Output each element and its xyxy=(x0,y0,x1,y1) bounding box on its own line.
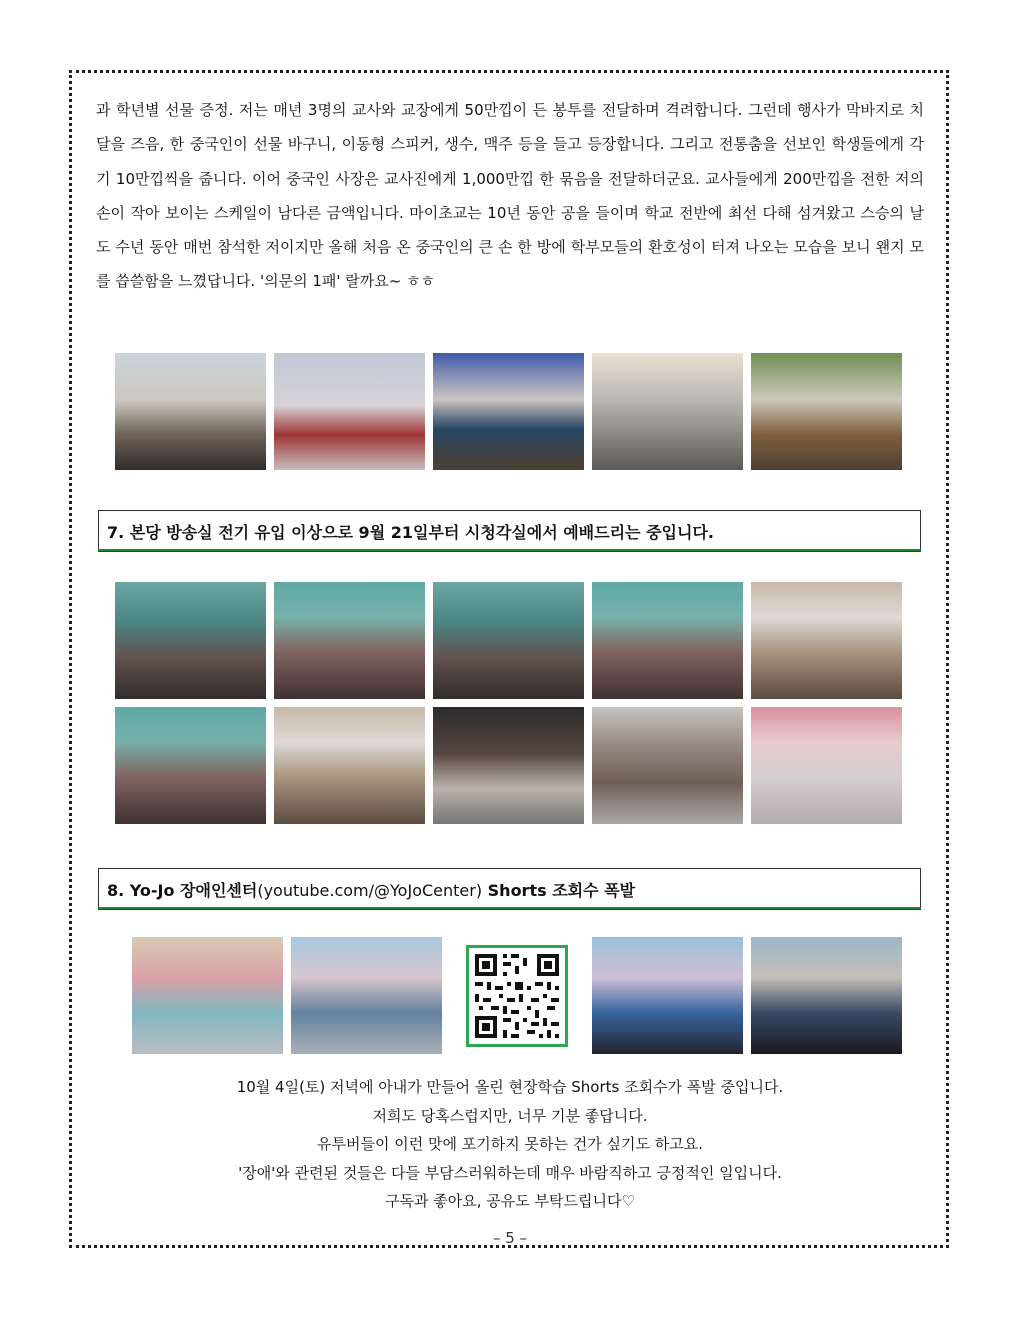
photo-congregation xyxy=(274,582,425,699)
section-8-header xyxy=(98,868,921,907)
section-8-title: 8. Yo-Jo 장애인센터 xyxy=(107,881,258,900)
photo-traditional-dance xyxy=(592,353,743,470)
closing-line: 저희도 당혹스럽지만, 너무 기분 좋답니다. xyxy=(372,1106,648,1125)
photo-congregation xyxy=(433,582,584,699)
closing-line: 유투버들이 이런 맛에 포기하지 못하는 건가 싶기도 하고요. xyxy=(317,1135,703,1153)
closing-message xyxy=(96,1073,924,1216)
qr-code-icon[interactable] xyxy=(466,945,568,1047)
photo-row-worship-1 xyxy=(115,582,902,699)
photo-playground xyxy=(132,937,283,1054)
photo-congregation xyxy=(115,582,266,699)
photo-row-worship-2 xyxy=(115,707,902,824)
photo-row-yojo xyxy=(132,937,902,1054)
section-8-title-rest: Shorts 조회수 폭발 xyxy=(482,881,636,900)
photo-congregation xyxy=(592,582,743,699)
photo-congregation xyxy=(115,707,266,824)
closing-line: 구독과 좋아요, 공유도 부탁드립니다♡ xyxy=(385,1192,635,1210)
youtube-channel-link[interactable]: (youtube.com/@YoJoCenter) xyxy=(257,881,483,900)
photo-play-area xyxy=(291,937,442,1054)
page-number: – 5 – xyxy=(492,1229,528,1247)
closing-line: '장애'와 관련된 것들은 다들 부담스러워하는데 매우 바람직하고 긍정적인 일입니다. xyxy=(238,1163,782,1182)
photo-gift-flowers xyxy=(274,353,425,470)
photo-row-teachers-day xyxy=(115,353,902,470)
photo-congregation-back xyxy=(751,582,902,699)
intro-paragraph: 과 학년별 선물 증정. 저는 매년 3명의 교사와 교장에게 50만낍이 든 봉투를 전달하며 격려합니다. 그런데 행사가 막바지로 치달을 즈음, 한 중국인이 선물 바구니, 이동형 스피커, 생수, 맥주 등을 들고 등장합니다. 그리고 전통춤을 선보인 학생들에게 각기 10만낍씩을 줍니다. 이어 중국인 사장은 교사진에게 1,000만낍 한 묶음을 전달하더군요. 교사들에게 200만낍을 전한 저의 손이 작아 보이는 스케일이 남다른 금액입니다. 마이초교는 10년 동안 공을 들이며 학교 전반에 최선 다해 섬겨왔고 스승의 날도 수년 동안 매번 참석한 저이지만 올해 처음 온 중국인의 큰 손 한 방에 학부모들의 환호성이 터져 나오는 모습을 보니 왠지 모를 씁쓸함을 느꼈답니다. '의문의 1패' 랄까요~ ㅎㅎ xyxy=(96,101,924,291)
photo-students-lineup xyxy=(115,353,266,470)
photo-boy-praying xyxy=(592,707,743,824)
photo-trampoline xyxy=(592,937,743,1054)
closing-line: 10월 4일(토) 저녁에 아내가 만들어 올린 현장학습 Shorts 조회수가 폭발 중입니다. xyxy=(236,1078,784,1096)
section-7-title: 7. 본당 방송실 전기 유입 이상으로 9월 21일부터 시청각실에서 예배드리는 중입니다. xyxy=(107,523,714,542)
photo-ball-pit xyxy=(751,937,902,1054)
photo-girl-praying xyxy=(751,707,902,824)
photo-poster xyxy=(433,707,584,824)
section-7-header xyxy=(98,510,921,549)
photo-birthday-cake xyxy=(274,707,425,824)
photo-envelope-handover xyxy=(433,353,584,470)
photo-teachers-gifts xyxy=(751,353,902,470)
